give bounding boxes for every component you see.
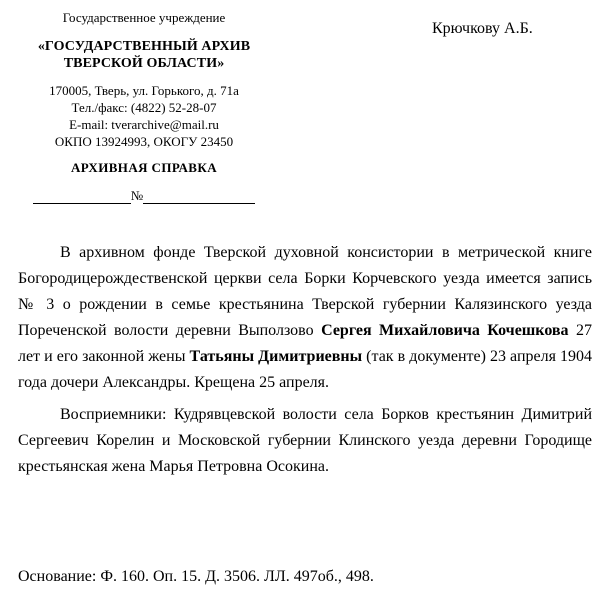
document-number-line — [18, 188, 270, 204]
institution-type: Государственное учреждение — [62, 10, 226, 25]
phone-fax: Тел./факс: (4822) 52-28-07 — [71, 100, 217, 115]
organization-name — [18, 38, 270, 72]
number-sign: № — [130, 188, 144, 203]
postal-address: 170005, Тверь, ул. Горького, д. 71а — [49, 83, 239, 98]
date-blank — [33, 191, 131, 204]
archival-basis: Основание: Ф. 160. Оп. 15. Д. 3506. ЛЛ. 497об., 498. — [18, 568, 374, 585]
mother-name: Татьяны Димитриевны — [189, 348, 363, 365]
registry-codes: ОКПО 13924993, ОКОГУ 23450 — [54, 134, 234, 149]
email-address: E-mail: tverarchive@mail.ru — [69, 117, 219, 132]
text-run: (так в документе) 23 апреля 1904 года дочери Александры. Крещена 25 апреля. — [18, 348, 593, 391]
paragraph-godparents: Восприемники: Кудрявцевской волости села Борков крестьянин Димитрий Сергеевич Корелин и Московской губернии Клинского уезда деревни Городище крестьянская жена Марья Петровна Осокина. — [18, 406, 592, 475]
organization-name-line2: ТВЕРСКОЙ ОБЛАСТИ» — [63, 56, 225, 71]
document-title: АРХИВНАЯ СПРАВКА — [71, 160, 217, 175]
letterhead — [18, 10, 270, 204]
contact-block — [18, 82, 270, 150]
organization-name-line1: «ГОСУДАРСТВЕННЫЙ АРХИВ — [37, 39, 251, 54]
number-blank — [143, 191, 255, 204]
text-run: В архивном фонде Тверской духовной консистории в метрической книге Богородицерождественской церкви села Борки Корчевского уезда имеется запись № 3 о рождении в семье крестьянина Тверской губернии Калязинского уезда Пореченской волости деревни Выползово — [18, 244, 592, 339]
recipient: Крючкову А.Б. — [432, 20, 533, 37]
text-run: 27 лет и его законной жены — [18, 322, 592, 365]
father-name: Сергея Михайловича Кочешкова — [321, 322, 569, 339]
document-body — [18, 240, 592, 486]
paragraph-record — [18, 240, 592, 396]
